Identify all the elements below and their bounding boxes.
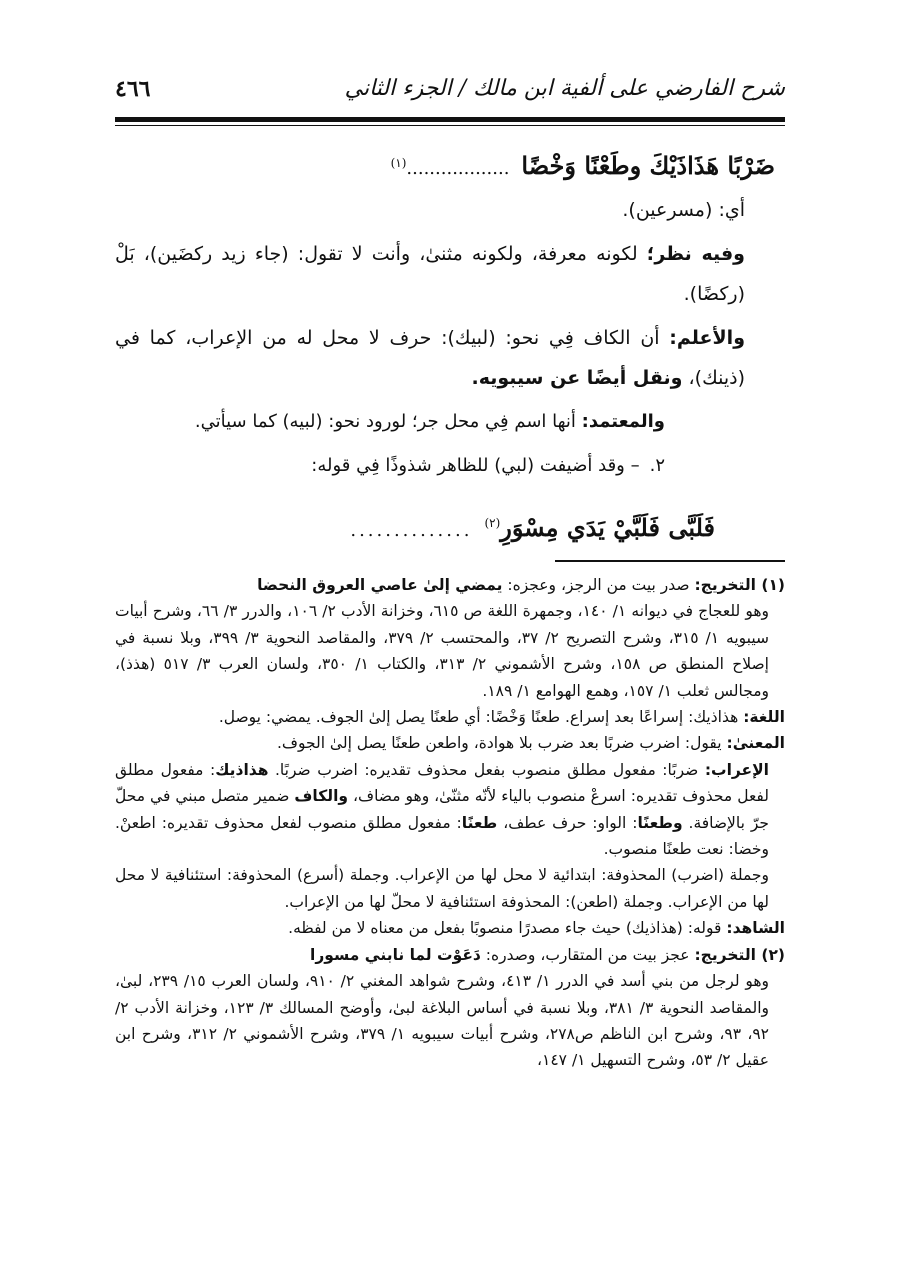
footnote-1-shahid <box>115 915 785 941</box>
item-number: ٢. <box>649 455 665 476</box>
verse-text <box>484 500 715 551</box>
footnote-1-lugha <box>115 704 785 730</box>
footnote-text: ضمير متصل مبني في محلّ جرّ بالإضافة. <box>115 787 769 832</box>
footnote-1-sources: وهو للعجاج في ديوانه ١/ ١٤٠، وجمهرة اللغة ص ٦١٥، وخزانة الأدب ٢/ ١٠٦، والدرر ٣/ ٦٦، وشرح أبيات سيبويه ١/ ٣١٥، وشرح التصريح ٢/ ٣٧، والمحتسب ٢/ ٣٧٩، والمقاصد النحوية ٣/ ٣٩٩، وبلا نسبة في إصلاح المنطق ص ١٥٨، وشرح الأشموني ٢/ ٣١٣، والكتاب ١/ ٣٥٠، ولسان العرب ٣/ ٥١٧ (هذذ)، ومجالس ثعلب ١/ ١٥٧، وهمع الهوامع ١/ ١٨٩. <box>115 602 770 700</box>
footnote-text: ضربًا: مفعول مطلق منصوب بفعل محذوف تقديره: اضرب ضربًا. <box>268 760 705 779</box>
footnote-verse: دَعَوْت لما نابني مسورا <box>310 945 481 964</box>
footnote-text: صدر بيت من الرجز، وعجزه: <box>502 576 695 594</box>
paragraph-alaalam <box>115 318 785 398</box>
paragraph-meaning: أي: (مسرعين). <box>622 199 745 221</box>
running-title: شرح الفارضي على ألفية ابن مالك / الجزء الثاني <box>344 76 785 101</box>
footnote-text: يقول: اضرب ضربًا بعد ضرب بلا هوادة، واطعن طعنًا يصل إلىٰ الجوف. <box>276 734 727 753</box>
verse-text: ضَرْبًا هَذَاذَيْكَ وطَعْنًا وَخْضًا <box>521 151 775 180</box>
main-text <box>115 140 785 546</box>
footnote-term: هذاذيك <box>215 760 269 779</box>
verse-line-2 <box>115 500 785 546</box>
verse-dots: .................. <box>406 158 510 179</box>
page-number: ٤٦٦ <box>115 76 151 102</box>
paragraph-lead: والمعتمد: <box>581 411 665 432</box>
paragraph-objection <box>115 234 785 314</box>
footnote-lead: الإعراب: <box>704 760 769 779</box>
footnote-verse: يمضي إلىٰ عاصي العروق النحضا <box>257 576 503 594</box>
footnote-2-takhrij <box>115 942 785 968</box>
paragraph-body: أنها اسم فِي محل جر؛ لورود نحو: (لبيه) كما سيأتي. <box>194 411 582 432</box>
paragraph-body: لكونه معرفة، ولكونه مثنىٰ، وأنت لا تقول: (جاء زيد ركضَين)، بَلْ (ركضًا). <box>115 243 745 305</box>
footnote-text: قوله: (هذاذيك) حيث جاء مصدرًا منصوبًا بفعل من معناه لا من لفظه. <box>288 919 727 938</box>
paragraph-mutamad <box>115 402 785 442</box>
footnote-text: هذاذيك: إسراعًا بعد إسراع. طعنًا وَخْضًا: أي طعنًا يصل إلىٰ الجوف. يمضي: يوصل. <box>218 708 744 727</box>
footnote-term: طعنًا <box>461 813 498 832</box>
paragraph-tail: ونقل أيضًا عن سيبويه. <box>471 367 683 389</box>
footnote-lead: (٢) التخريج: <box>694 945 785 964</box>
paragraph-body: أن الكاف فِي نحو: (لبيك): حرف لا محل له من الإعراب، كما في (ذينك)، <box>115 327 745 389</box>
footnote-1-jumla: وجملة (اضرب) المحذوفة: ابتدائية لا محل لها من الإعراب. وجملة (أسرع) المحذوفة: استئنافية لا محل لها من الإعراب. وجملة (اطعن): المحذوفة استئنافية لا محلّ لها من الإعراب. <box>115 866 769 911</box>
header-rule-thick <box>115 117 785 122</box>
footnote-1-takhrij <box>115 572 785 598</box>
footnote-text: عجز بيت من المتقارب، وصدره: <box>480 945 695 964</box>
footnote-separator <box>555 560 785 562</box>
header-rule-thin <box>115 125 785 126</box>
numbered-item-2 <box>115 446 785 486</box>
footnote-term: وطعنًا <box>637 813 683 832</box>
footnotes <box>115 572 785 1074</box>
verse-dots: .............. <box>350 520 473 541</box>
footnote-text: : الواو: حرف عطف، <box>497 813 638 832</box>
footnote-lead: (١) التخريج: <box>694 576 785 594</box>
paragraph-lead: والأعلم: <box>669 327 745 349</box>
footnote-lead: المعنىٰ: <box>726 734 785 753</box>
footnote-1-mana <box>115 730 785 756</box>
item-text: – وقد أضيفت (لبي) للظاهر شذوذًا فِي قوله: <box>311 455 640 476</box>
footnote-lead: الشاهد: <box>726 919 785 938</box>
page-header <box>115 72 785 112</box>
footnote-text: : مفعول مطلق منصوب لفعل محذوف تقديره: اطعنْ. وخضا: نعت طعنًا منصوب. <box>115 813 769 859</box>
footnote-ref-1[interactable]: (١) <box>390 156 407 170</box>
footnote-ref-2[interactable]: (٢) <box>484 516 501 530</box>
footnote-1-irab <box>115 757 785 863</box>
paragraph-lead: وفيه نظر؛ <box>646 243 745 265</box>
footnote-text: : مفعول مطلق لفعل محذوف تقديره: اسرعْ منصوب بالياء لأنّه مثنّىٰ، وهو مضاف، <box>115 760 769 806</box>
footnote-term: والكاف <box>294 787 349 806</box>
footnote-lead: اللغة: <box>743 708 785 727</box>
footnote-2-sources: وهو لرجل من بني أسد في الدرر ١/ ٤١٣، وشرح شواهد المغني ٢/ ٩١٠، ولسان العرب ١٥/ ٢٣٩، لبىٰ، والمقاصد النحوية ٣/ ٣٨١، وبلا نسبة في أساس البلاغة لبىٰ، وأوضح المسالك ٣/ ١٢٣، وخزانة الأدب ٢/ ٩٢، ٩٣، وشرح ابن الناظم ص٢٧٨، وشرح أبيات سيبويه ١/ ٣٧٩، وشرح الأشموني ٢/ ٣١٢، وشرح ابن عقيل ٢/ ٥٣، وشرح التسهيل ١/ ١٤٧، <box>115 972 770 1070</box>
verse-ellipsis <box>391 140 510 192</box>
verse-words: فَلَبَّى فَلَبَّيْ يَدَي مِسْوَرِ <box>500 513 715 542</box>
verse-line-1 <box>115 140 785 186</box>
